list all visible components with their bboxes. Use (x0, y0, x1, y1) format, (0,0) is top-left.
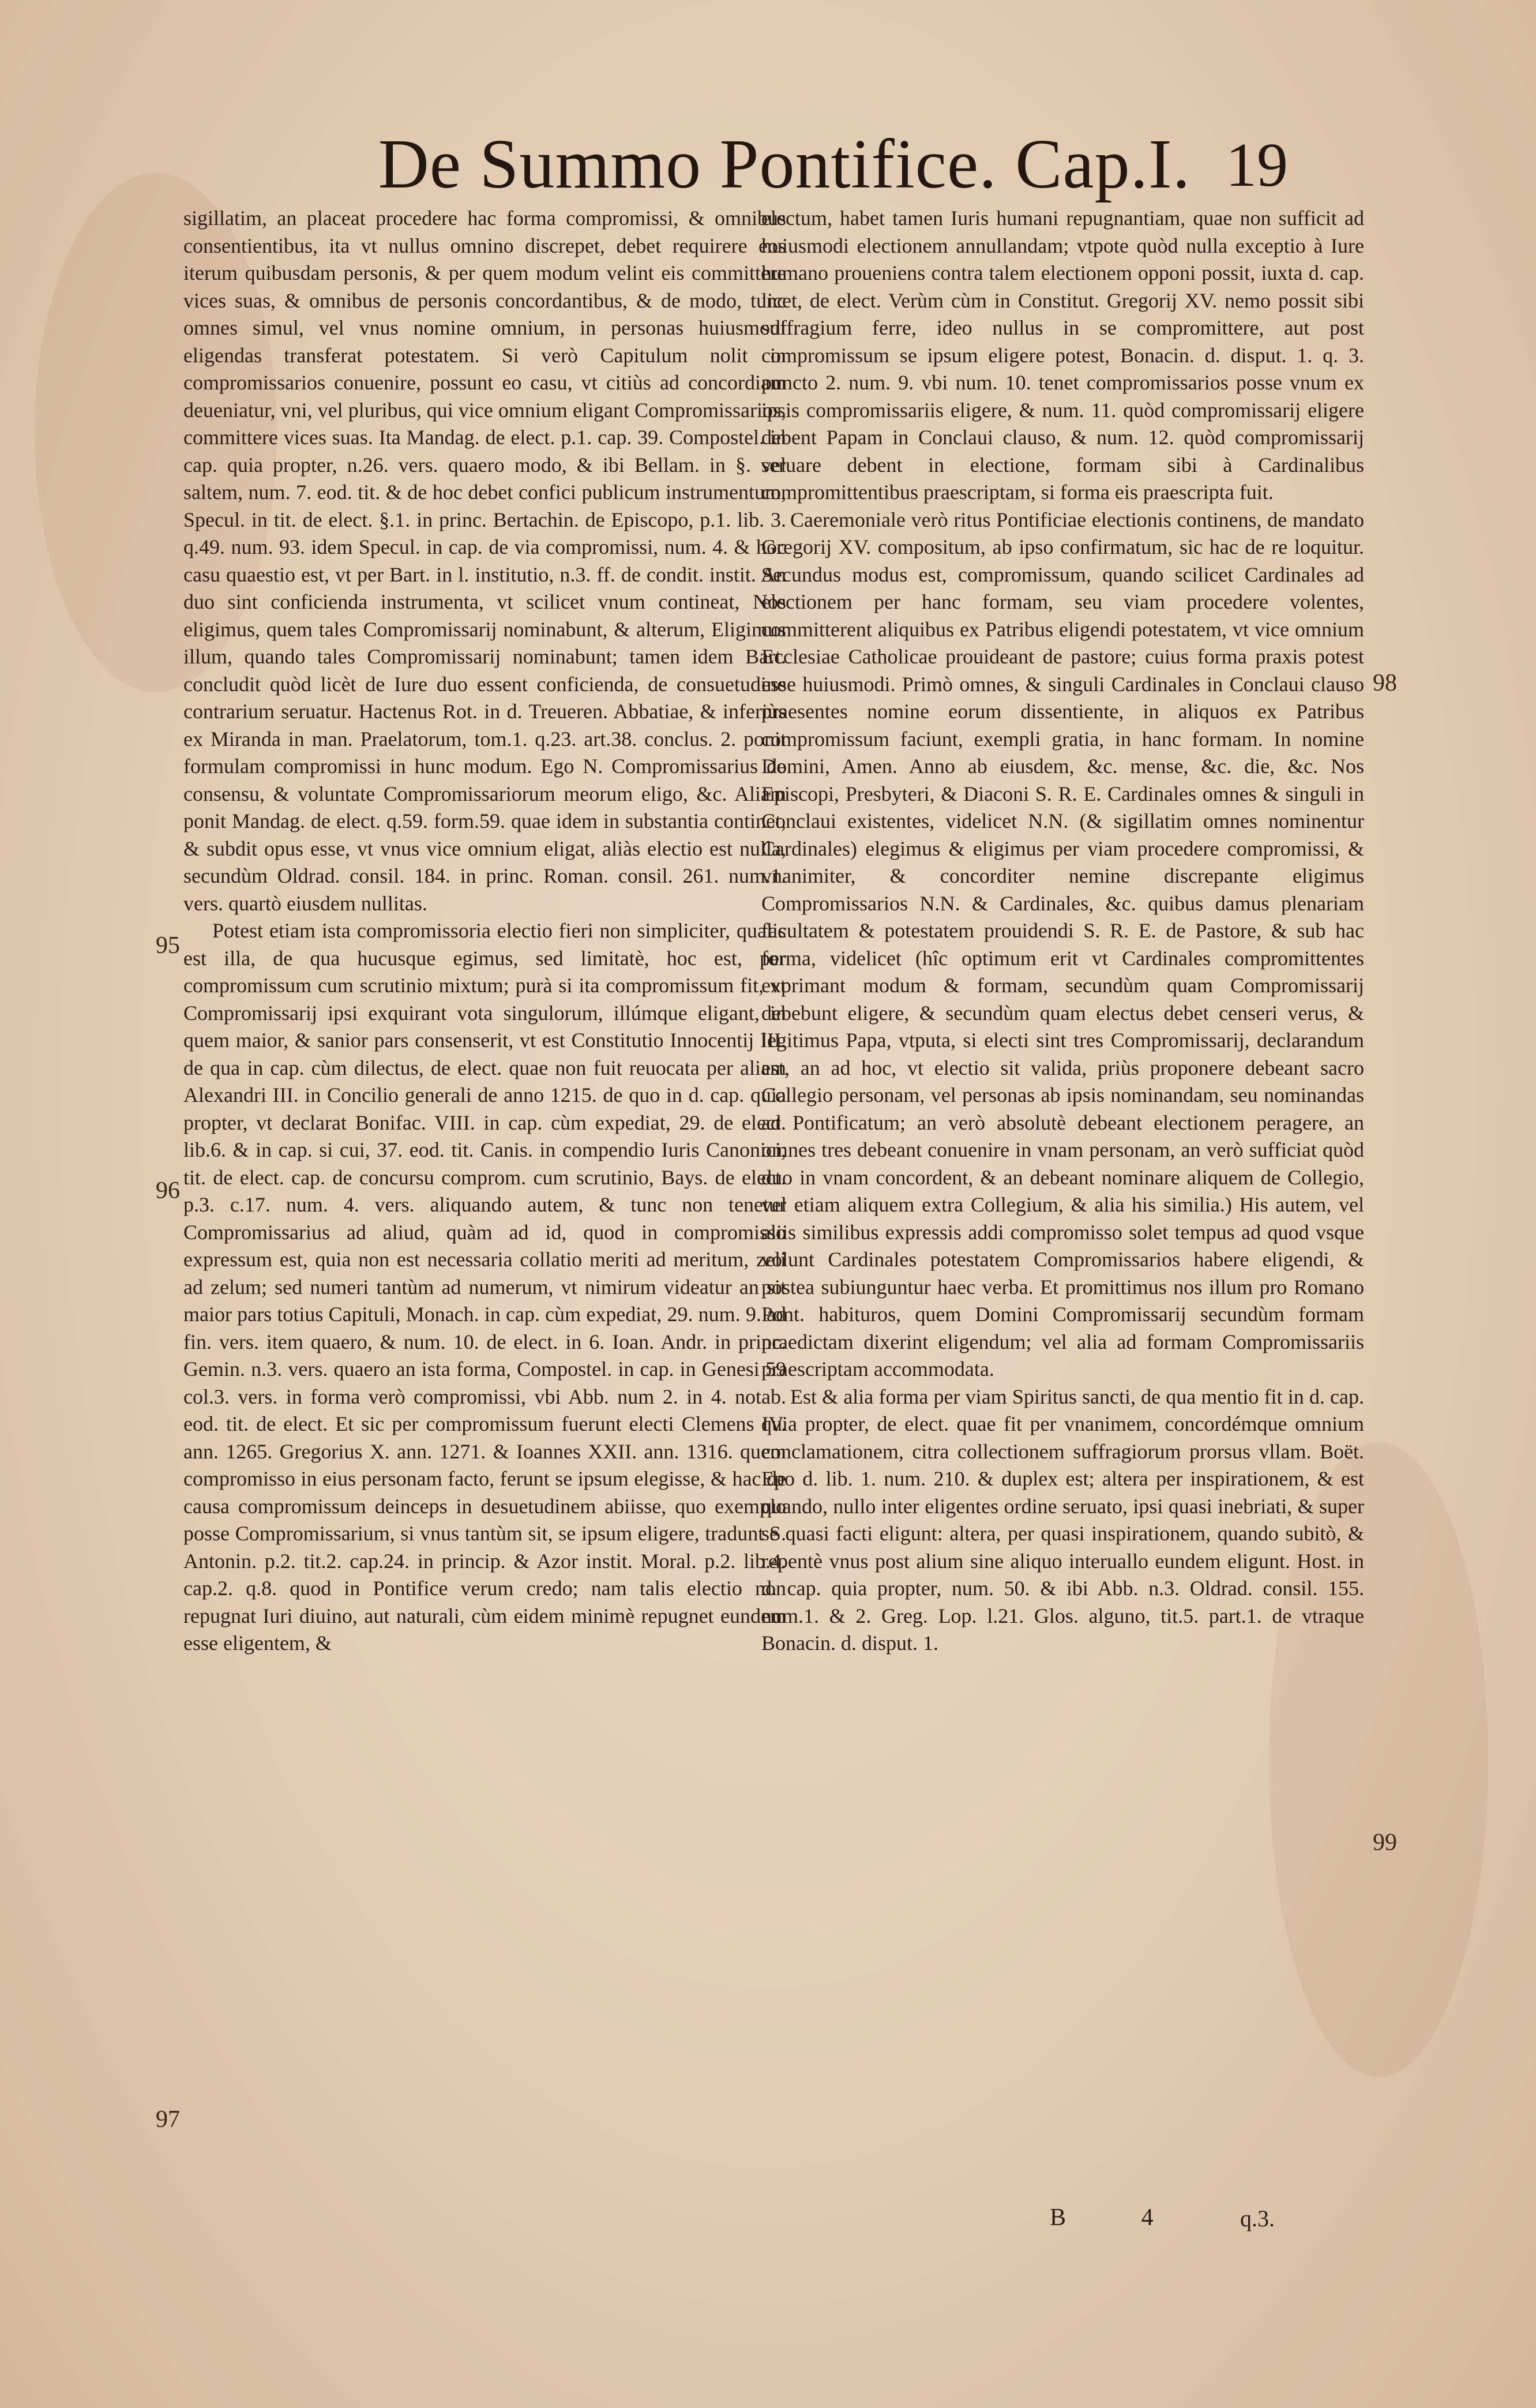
left-column (183, 205, 786, 2236)
paragraph: sigillatim, an placeat procedere hac forma compromissi, & omnibus consentientibus, ita vt nullus omnino discrepet, debet requirere eos iterum quibusdam personis, & per quem modum velint eis committere vices suas, & omnibus de personis concordantibus, & de modo, tunc omnes simul, vel vnus nomine omnium, in personas huiusmodi eligendas transferat potestatem. Si verò Capitulum nolit in compromissarios conuenire, possunt eo casu, vt citiùs ad concordiam deueniatur, vni, vel pluribus, qui vice omnium eligant Compromissarios, committere vices suas. Ita Mandag. de elect. p.1. cap. 39. Compostel. in cap. quia propter, n.26. vers. quaero modo, & ibi Bellam. in §. vel saltem, num. 7. eod. tit. & de hoc debet confici publicum instrumentum, Specul. in tit. de elect. §.1. in princ. Bertachin. de Episcopo, p.1. lib. 3. q.49. num. 93. idem Specul. in cap. de via compromissi, num. 4. & hoc casu quaestio est, vt per Bart. in l. institutio, n.3. ff. de condit. instit. An duo sint conficienda instrumenta, vt scilicet vnum contineat, Nos eligimus, quem tales Compromissarij nominabunt, & alterum, Eligimus illum, quando tales Compromissarij nominabunt; tamen idem Bart. concludit quòd licèt de Iure duo essent conficienda, de consuetudine contrarium seruatur. Hactenus Rot. in d. Treueren. Abbatiae, & inferiùs ex Miranda in man. Praelatorum, tom.1. q.23. art.38. conclus. 2. ponit formulam compromissi in hunc modum. Ego N. Compromissarius de consensu, & voluntate Compromissariorum meorum eligo, &c. Aliam ponit Mandag. de elect. q.59. form.59. quae idem in substantia continet, & subdit opus esse, vt vnus vice omnium eligat, aliàs electio est nulla, secundùm Oldrad. consil. 184. in princ. Roman. consil. 261. num.1. vers. quartò eiusdem nullitas. (183, 207, 786, 915)
running-head: De Summo Pontifice. Cap.I. (378, 125, 1191, 203)
page-header (0, 124, 1536, 205)
paragraph: electum, habet tamen Iuris humani repugnantiam, quae non sufficit ad huiusmodi electionem annullandam; vtpote quòd nulla exceptio à Iure humano proueniens contra talem electionem opponi possit, iuxta d. cap. licet, de elect. Verùm cùm in Constitut. Gregorij XV. nemo possit sibi suffragium ferre, ideo nullus in se compromittere, aut post compromissum se ipsum eligere potest, Bonacin. d. disput. 1. q. 3. puncto 2. num. 9. vbi num. 10. tenet compromissarios posse vnum ex ipsis compromissariis eligere, & num. 11. quòd compromissarij eligere debent Papam in Conclaui clauso, & num. 12. quòd compromissarij seruare debent in electione, formam sibi à Cardinalibus compromittentibus praescriptam, si forma eis praescripta fuit. (761, 207, 1364, 504)
margin-number: 96 (156, 1177, 180, 1204)
paragraph: Potest etiam ista compromissoria electio fieri non simpliciter, qualis est illa, de qua hucusque egimus, sed limitatè, hoc est, per compromissum cum scrutinio mixtum; purà si ita compromissum fit, vt Compromissarij ipsi exquirant vota singulorum, illúmque eligant, in quem maior, & sanior pars consenserit, vt est Constitutio Innocentij III. de qua in cap. cùm dilectus, de elect. quae non fuit reuocata per aliam Alexandri III. in Concilio generali de anno 1215. de quo in d. cap. quia propter, vt declarat Bonifac. VIII. in cap. cùm expediat, 29. de elect. lib.6. & in cap. si cui, 37. eod. tit. Canis. in compendio Iuris Canonici, tit. de elect. cap. de concursu comprom. cum scrutinio, Bays. de elect. p.3. c.17. num. 4. vers. aliquando autem, & tunc non tenetur Compromissarius ad aliud, quàm ad id, quod in compromisso expressum est, quia non est necessaria collatio meriti ad meritum, zeli ad zelum; sed numeri tantùm ad numerum, vt nimirum videatur an sit maior pars totius Capituli, Monach. in cap. cùm expediat, 29. num. 9. ad fin. vers. item quaero, & num. 10. de elect. in 6. Ioan. Andr. in princ. Gemin. n.3. vers. quaero an ista forma, Compostel. in cap. in Genesi 59 col.3. vers. in forma verò compromissi, vbi Abb. num 2. in 4. notab. eod. tit. de elect. Et sic per compromissum fuerunt electi Clemens IV. ann. 1265. Gregorius X. ann. 1271. & Ioannes XXII. ann. 1316. quem compromisso in eius personam facto, ferunt se ipsum elegisse, & hac de causa compromissum deinceps in desuetudinem abiisse, quo exemplo posse Compromissarium, si vnus tantùm sit, se ipsum eligere, tradunt S. Antonin. p.2. tit.2. cap.24. in princip. & Azor instit. Moral. p.2. lib.4. cap.2. q.8. quod in Pontifice verum credo; nam talis electio non repugnat Iuri diuino, aut naturali, cùm eidem minimè repugnet eundem esse eligentem, & (183, 919, 786, 1655)
paragraph: Est & alia forma per viam Spiritus sancti, de qua mentio fit in d. cap. quia propter, de elect. quae fit per vnanimem, concordémque omnium conclamationem, citra collectionem suffragiorum prorsus vllam. Boët. Epo d. lib. 1. num. 210. & duplex est; altera per inspirationem, & est quando, nullo inter eligentes ordine seruato, ipsi quasi inebriati, & super se quasi facti eligunt: altera, per quasi inspirationem, quando subitò, & repentè vnus post alium sine aliquo interuallo eundem eligunt. Host. in d. cap. quia propter, num. 50. & ibi Abb. n.3. Oldrad. consil. 155. num.1. & 2. Greg. Lop. l.21. Glos. alguno, tit.5. part.1. de vtraque Bonacin. d. disput. 1. (761, 1385, 1364, 1655)
page-number: 19 (1226, 131, 1288, 200)
signature-mark: B 4 (1050, 2204, 1188, 2231)
paragraph: Caeremoniale verò ritus Pontificiae electionis continens, de mandato Gregorij XV. compositum, ab ipso confirmatum, sic hac de re loquitur. Secundus modus est, compromissum, quando scilicet Cardinales ad electionem per hanc formam, seu viam procedere volentes, committerent aliquibus ex Patribus eligendi potestatem, vt vice omnium Ecclesiae Catholicae prouideant de pastore; cuius forma praxis potest esse huiusmodi. Primò omnes, & singuli Cardinales in Conclaui clauso praesentes nomine eorum dissentiente, in aliquos ex Patribus compromissum faciunt, exempli gratia, in hanc formam. In nomine Domini, Amen. Anno ab eiusdem, &c. mense, &c. die, &c. Nos Episcopi, Presbyteri, & Diaconi S. R. E. Cardinales omnes & singuli in Conclaui existentes, videlicet N.N. (& sigillatim omnes nominentur Cardinales) elegimus & eligimus per viam procedere compromissi, & vnanimiter, & concorditer nemine discrepante eligimus Compromissarios N.N. & Cardinales, &c. quibus damus plenariam facultatem & potestatem prouidendi S. R. E. de Pastore, & sub hac forma, videlicet (hîc optimum erit vt Cardinales compromittentes exprimant modum & formam, secundùm quam Compromissarij debebunt eligere, & secundùm quam electus debet censeri verus, & legitimus Papa, vtputa, si electi sint tres Compromissarij, declarandum est, an ad hoc, vt electio sit valida, priùs proponere debeant sacro Collegio personam, vel personas ab ipsis nominandam, seu nominandas ad Pontificatum; an verò absolutè debeant electionem peragere, an omnes tres debeant conuenire in vnam personam, an verò sufficiat quòd duo in vnam concordent, & an debeant nominare aliquem de Collegio, vel etiam aliquem extra Collegium, & alia his similia.) His autem, vel aliis similibus expressis addi compromisso solet tempus ad quod vsque volunt Cardinales potestatem Compromissarios habere eligendi, & postea subiunguntur haec verba. Et promittimus nos illum pro Romano Pont. habituros, quem Domini Compromissarij secundùm formam praedictam dixerint eligendum; vel alia ad formam Compromissariis praescriptam accommodata. (761, 508, 1364, 1381)
margin-number: 97 (156, 2106, 180, 2133)
margin-number: 98 (1373, 670, 1397, 696)
margin-number: 95 (156, 932, 180, 959)
margin-number: 99 (1373, 1829, 1397, 1856)
right-column (761, 205, 1364, 2236)
catchword: q.3. (1240, 2206, 1275, 2231)
